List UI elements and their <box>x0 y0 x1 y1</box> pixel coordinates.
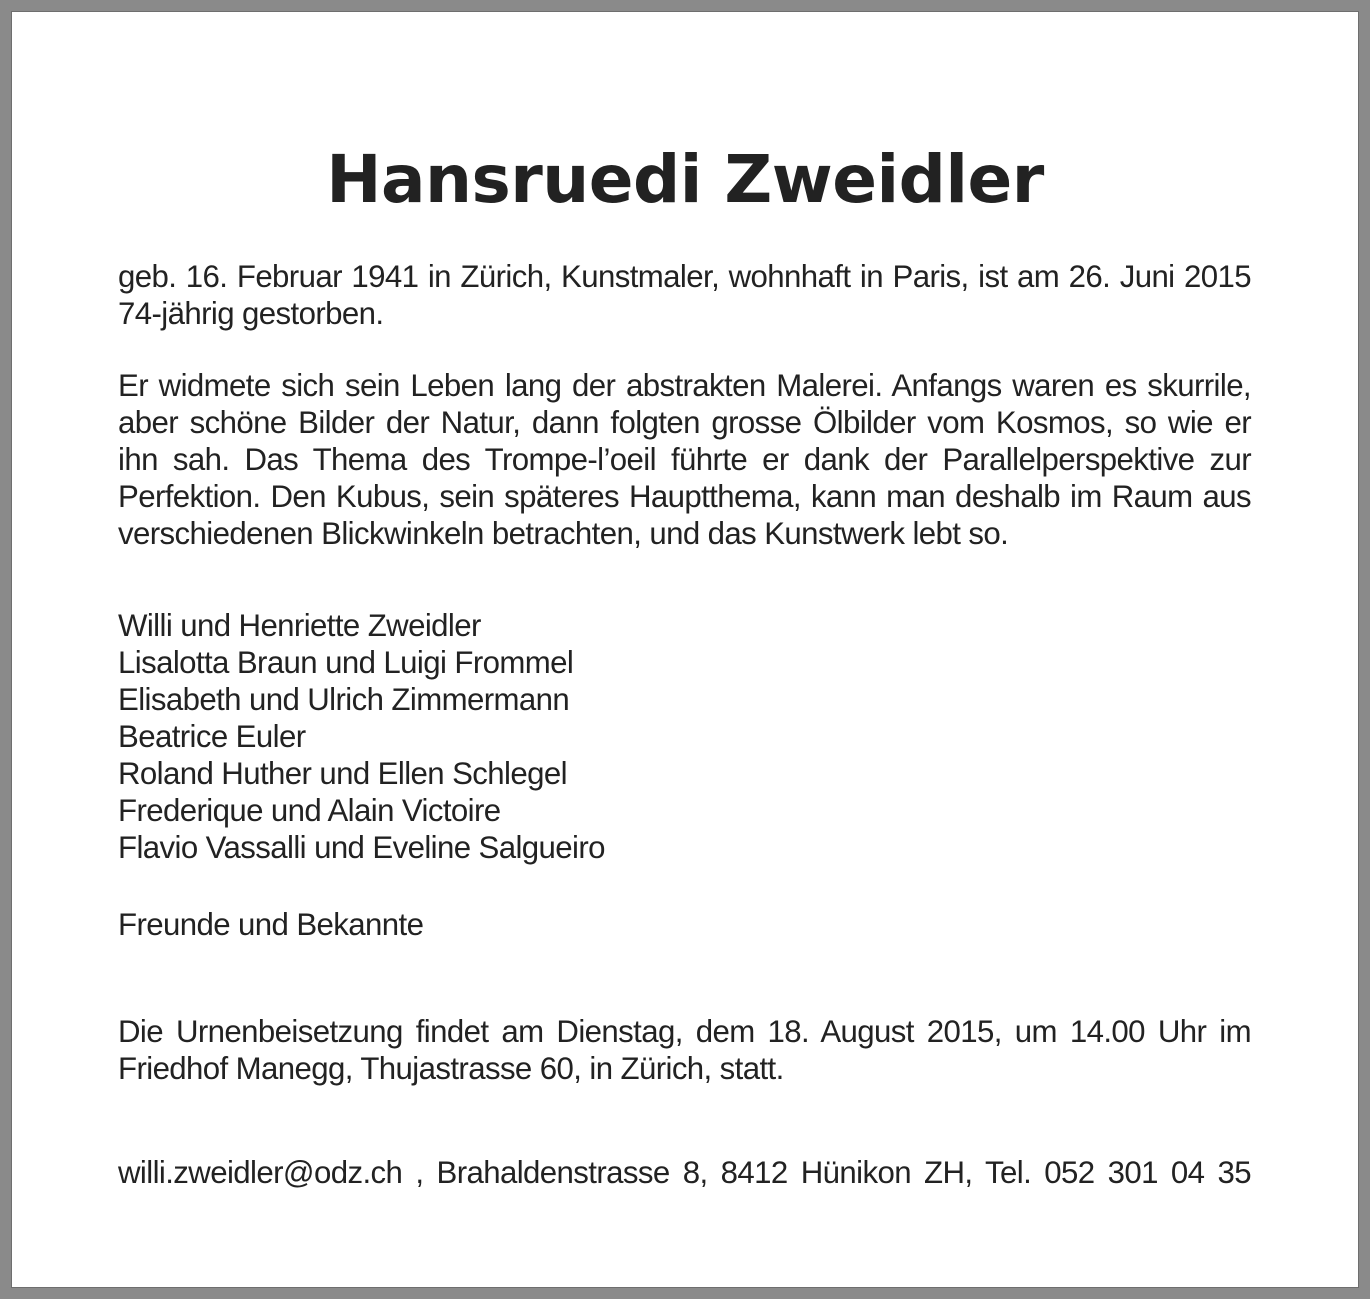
biography-line: ihn sah. Das Thema des Trompe-l’oeil führte er dank der Parallelperspektive zur <box>118 442 1251 477</box>
intro-line: 74-jährig gestorben. <box>118 296 384 331</box>
biography-paragraph <box>118 367 1251 552</box>
mourner-name: Elisabeth und Ulrich Zimmermann <box>118 682 570 717</box>
burial-paragraph <box>118 1013 1251 1087</box>
mourner-name: Beatrice Euler <box>118 719 306 754</box>
biography-line: verschiedenen Blickwinkeln betrachten, und das Kunstwerk lebt so. <box>118 516 1009 551</box>
burial-line: Die Urnenbeisetzung findet am Dienstag, dem 18. August 2015, um 14.00 Uhr im <box>118 1014 1251 1049</box>
mourner-name: Willi und Henriette Zweidler <box>118 608 481 643</box>
contact-text: willi.zweidler@odz.ch , Brahaldenstrasse 8, 8412 Hünikon ZH, Tel. 052 301 04 35 <box>118 1155 1251 1190</box>
contact-line <box>118 1154 1251 1191</box>
burial-line: Friedhof Manegg, Thujastrasse 60, in Zürich, statt. <box>118 1051 784 1086</box>
biography-line: aber schöne Bilder der Natur, dann folgten grosse Ölbilder vom Kosmos, so wie er <box>118 405 1251 440</box>
intro-paragraph <box>118 258 1251 332</box>
biography-line: Er widmete sich sein Leben lang der abstrakten Malerei. Anfangs waren es skurrile, <box>118 368 1251 403</box>
mourner-name: Lisalotta Braun und Luigi Frommel <box>118 645 574 680</box>
intro-line: geb. 16. Februar 1941 in Zürich, Kunstmaler, wohnhaft in Paris, ist am 26. Juni 2015 <box>118 259 1251 294</box>
biography-line: Perfektion. Den Kubus, sein späteres Hauptthema, kann man deshalb im Raum aus <box>118 479 1251 514</box>
friends-line: Freunde und Bekannte <box>118 907 424 942</box>
mourners-list <box>118 607 1251 866</box>
mourner-name: Roland Huther und Ellen Schlegel <box>118 756 567 791</box>
obituary-page <box>12 12 1358 1287</box>
deceased-name-heading: Hansruedi Zweidler <box>326 141 1044 218</box>
mourner-name: Flavio Vassalli und Eveline Salgueiro <box>118 830 605 865</box>
mourner-name: Frederique und Alain Victoire <box>118 793 501 828</box>
